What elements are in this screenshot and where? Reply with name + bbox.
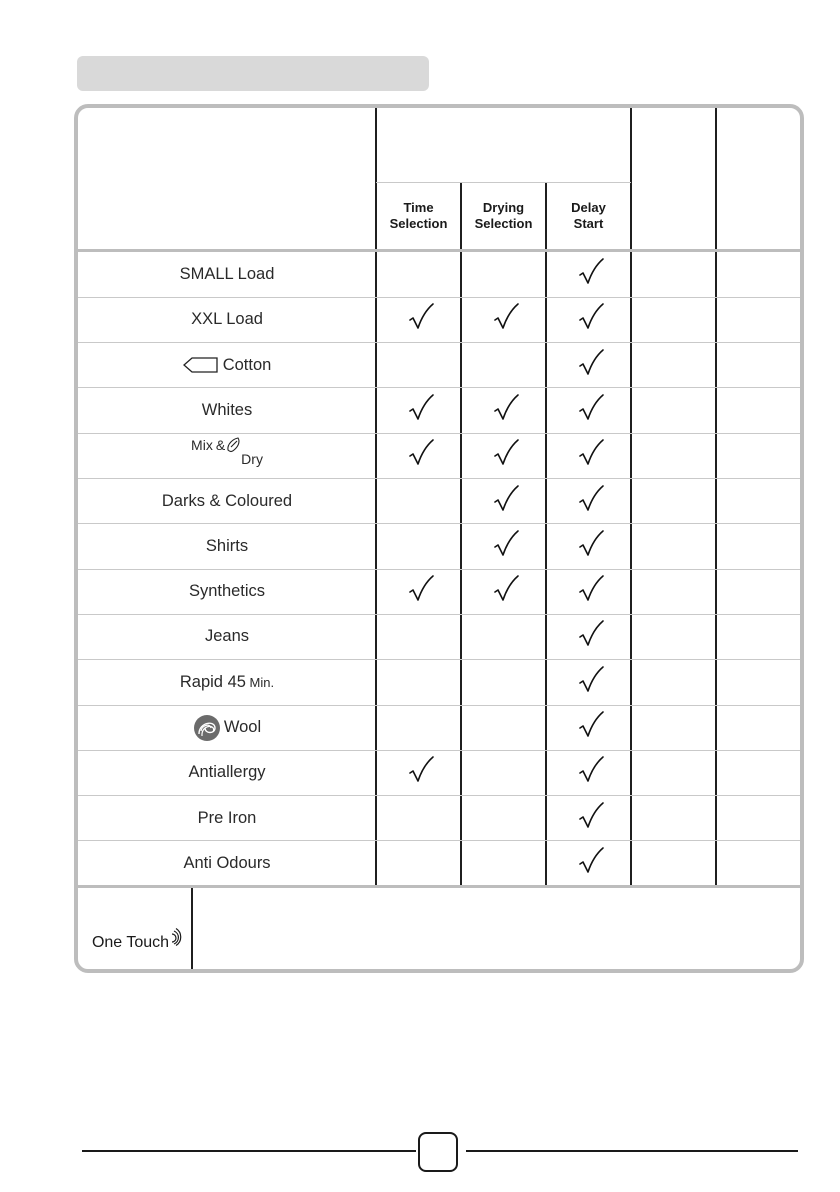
drying-check-icon xyxy=(493,439,519,469)
header-drying-selection: Drying Selection xyxy=(474,200,533,231)
delay-check-icon xyxy=(578,666,604,696)
time-check-icon xyxy=(408,756,434,786)
page-number-box xyxy=(418,1132,458,1172)
programme-name: Antiallergy xyxy=(188,763,266,782)
delay-check-icon xyxy=(578,530,604,560)
footer-rule-left xyxy=(82,1150,416,1152)
programme-label xyxy=(78,343,376,388)
programme-label xyxy=(78,750,376,795)
divider-time-column xyxy=(460,182,462,886)
time-check-icon xyxy=(408,575,434,605)
programme-name: Synthetics xyxy=(188,582,266,601)
divider-drying-column xyxy=(545,182,547,886)
footer-rule-right xyxy=(466,1150,798,1152)
programme-options-table xyxy=(74,104,804,973)
time-check-icon xyxy=(408,394,434,424)
wireless-signal-icon xyxy=(170,926,184,946)
tag-outline-icon xyxy=(183,356,219,374)
programme-label xyxy=(78,252,376,297)
drying-check-icon xyxy=(493,575,519,605)
programme-label xyxy=(78,479,376,524)
dry-label: Dry xyxy=(241,450,263,467)
programme-name: SMALL Load xyxy=(179,265,275,283)
one-touch-logo xyxy=(82,918,194,968)
programme-suffix: Min. xyxy=(245,674,275,690)
programme-label xyxy=(78,524,376,569)
delay-check-icon xyxy=(578,620,604,650)
divider-delay-column xyxy=(630,108,632,886)
programme-name: Pre Iron xyxy=(197,808,257,827)
delay-check-icon xyxy=(578,303,604,333)
programme-label xyxy=(78,614,376,659)
time-check-icon xyxy=(408,303,434,333)
programme-label xyxy=(78,297,376,342)
programme-name: Rapid 45 xyxy=(179,672,246,691)
delay-check-icon xyxy=(578,349,604,379)
programme-label xyxy=(78,796,376,841)
section-title-bar xyxy=(77,56,429,91)
delay-check-icon xyxy=(578,847,604,877)
mix-label: Mix xyxy=(191,436,213,453)
programme-name: Shirts xyxy=(205,536,249,555)
programme-name: Wool xyxy=(223,718,262,736)
drying-check-icon xyxy=(493,530,519,560)
programme-label: Mix & Dry xyxy=(191,436,263,467)
delay-check-icon xyxy=(578,802,604,832)
delay-check-icon xyxy=(578,575,604,605)
drying-check-icon xyxy=(493,394,519,424)
divider-extra-column xyxy=(715,108,717,886)
programme-name: Jeans xyxy=(204,627,250,646)
delay-check-icon xyxy=(578,485,604,515)
programme-label xyxy=(78,705,376,750)
header-delay-start: Delay Start xyxy=(571,200,606,231)
woolmark-icon xyxy=(193,714,221,742)
header-time-selection: Time Selection xyxy=(389,200,448,231)
delay-check-icon xyxy=(578,394,604,424)
programme-name: Anti Odours xyxy=(183,853,271,872)
delay-check-icon xyxy=(578,756,604,786)
programme-label xyxy=(78,569,376,614)
programme-label xyxy=(78,388,376,433)
programme-name: XXL Load xyxy=(191,310,263,329)
programme-name: Whites xyxy=(201,400,253,419)
programme-name: Darks & Coloured xyxy=(161,491,293,510)
delay-check-icon xyxy=(578,439,604,469)
delay-check-icon xyxy=(578,258,604,288)
programme-label xyxy=(78,841,376,886)
header-group-divider xyxy=(376,182,631,183)
programme-label xyxy=(78,660,376,705)
drying-check-icon xyxy=(493,303,519,333)
drying-check-icon xyxy=(493,485,519,515)
delay-check-icon xyxy=(578,711,604,741)
time-check-icon xyxy=(408,439,434,469)
programme-name: Cotton xyxy=(222,355,272,374)
one-touch-label: One Touch xyxy=(91,934,170,951)
